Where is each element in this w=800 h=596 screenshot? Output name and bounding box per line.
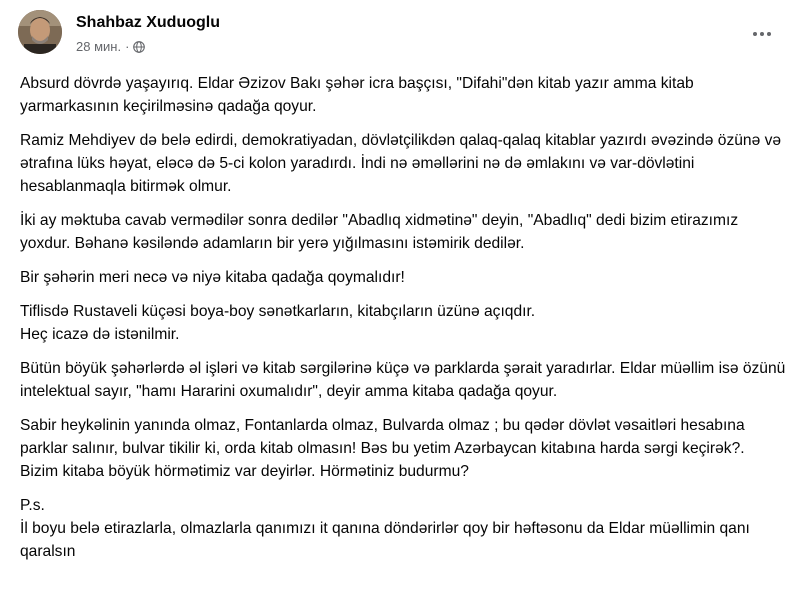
more-horizontal-icon (752, 31, 772, 37)
avatar-portrait-icon (18, 10, 62, 54)
more-options-button[interactable] (744, 22, 780, 46)
avatar[interactable] (18, 10, 62, 54)
post-paragraph: P.s. İl boyu belə etirazlarla, olmazlarla qanımızı it qanına döndərirlər qoy bir həftəsonu da Eldar müəllimin qanı qaralsın (20, 497, 750, 560)
post-text (20, 72, 786, 574)
post-meta (76, 39, 145, 54)
post-header (18, 10, 782, 60)
post-paragraph: Bütün böyük şəhərlərdə əl işləri və kitab sərgilərinə küçə və parklarda şərait yaradırlar. Eldar müəllim isə özünü intelektual sayır, "hamı Hararini oxumalıdır", deyir amma kitaba qadağa qoyur. (20, 360, 786, 400)
globe-icon (133, 41, 145, 53)
post-paragraph: Sabir heykəlinin yanında olmaz, Fontanlarda olmaz, Bulvarda olmaz ; bu qədər dövlət vəsaitləri hesabına parklar salınır, bulvar tikilir ki, orda kitab olmasın! Bəs bu yetim Azərbaycan kitabına harda sərgi keçirək?. Bizim kitaba böyük hörmətimiz var deyirlər. Hörmətiniz budurmu? (20, 417, 745, 480)
post-paragraph: Bir şəhərin meri necə və niyə kitaba qadağa qoymalıdır! (20, 269, 405, 286)
meta-separator: · (125, 39, 130, 54)
author-name[interactable]: Shahbaz Xuduoglu (76, 14, 220, 31)
post-paragraph: Absurd dövrdə yaşayırıq. Eldar Əzizov Bakı şəhər icra başçısı, "Difahi"dən kitab yazır amma kitab yarmarkasının keçirilməsinə qadağa qoyur. (20, 75, 694, 115)
post-paragraph: Tiflisdə Rustaveli küçəsi boya-boy sənətkarların, kitabçıların üzünə açıqdır. Heç icazə də istənilmir. (20, 303, 536, 343)
post-timestamp[interactable]: 28 мин. (76, 39, 122, 54)
post-paragraph: Ramiz Mehdiyev də belə edirdi, demokratiyadan, dövlətçilikdən qalaq-qalaq kitablar yazırdı əvəzində özünə və ətrafına lüks həyat, eləcə də 5-ci kolon yaradırdı. İndi nə əməllərini nə də əmlakını və var-dövlətini hesablanmaqla bitirmək olmur. (20, 132, 782, 195)
post-paragraph: İki ay məktuba cavab vermədilər sonra dedilər "Abadlıq xidmətinə" deyin, "Abadlıq" dedi bizim etirazımız yoxdur. Bəhanə kəsiləndə adamların bir yerə yığılmasını istəmirik dedilər. (20, 212, 739, 252)
